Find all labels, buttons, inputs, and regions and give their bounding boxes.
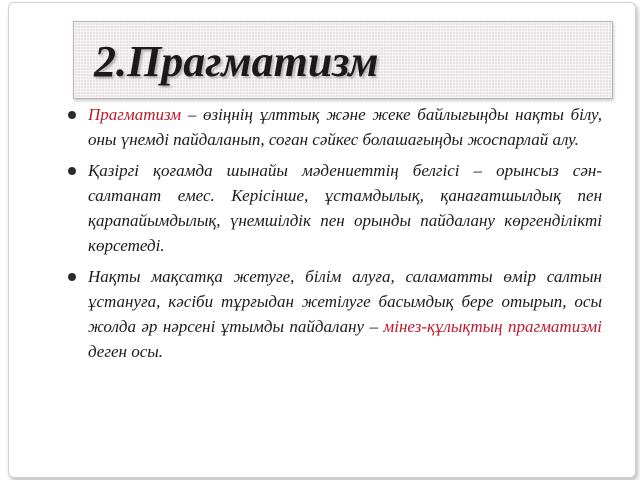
- title-bar: [73, 21, 613, 99]
- slide-content: [68, 102, 602, 370]
- bullet-item-2: [68, 158, 602, 258]
- bullet-item-3: [68, 264, 602, 364]
- term-highlight: Прагматизм: [88, 105, 182, 124]
- bullet-text: – өзіңнің ұлттық және жеке байлығыңды нақты білу, оны үнемді пайдаланып, соған сәйкес болашағыңды жоспарлай алу.: [88, 105, 602, 149]
- bullet-text: Нақты мақсатқа жетуге, білім алуға, саламатты өмір салтын ұстануға, кәсіби тұрғыдан жетілуге басымдық бере отырып, осы жолда әр нәрсені ұтымды пайдалану –: [88, 267, 602, 336]
- bullet-dot-icon: [68, 111, 76, 119]
- slide-title: 2.Прагматизм: [94, 37, 379, 86]
- bullet-text: Қазіргі қоғамда шынайы мәдениеттің белгісі – орынсыз сән-салтанат емес. Керісінше, ұстамдылық, қанағатшылдық пен қарапайымдылық, үнемшілдік пен орынды пайдалану көргенділікті көрсетеді.: [88, 161, 602, 255]
- bullet-item-1: [68, 102, 602, 152]
- term-highlight: мінез-құлықтың прагматизмі: [383, 317, 602, 336]
- bullet-dot-icon: [68, 167, 76, 175]
- bullet-text: деген осы.: [88, 342, 164, 361]
- bullet-dot-icon: [68, 273, 76, 281]
